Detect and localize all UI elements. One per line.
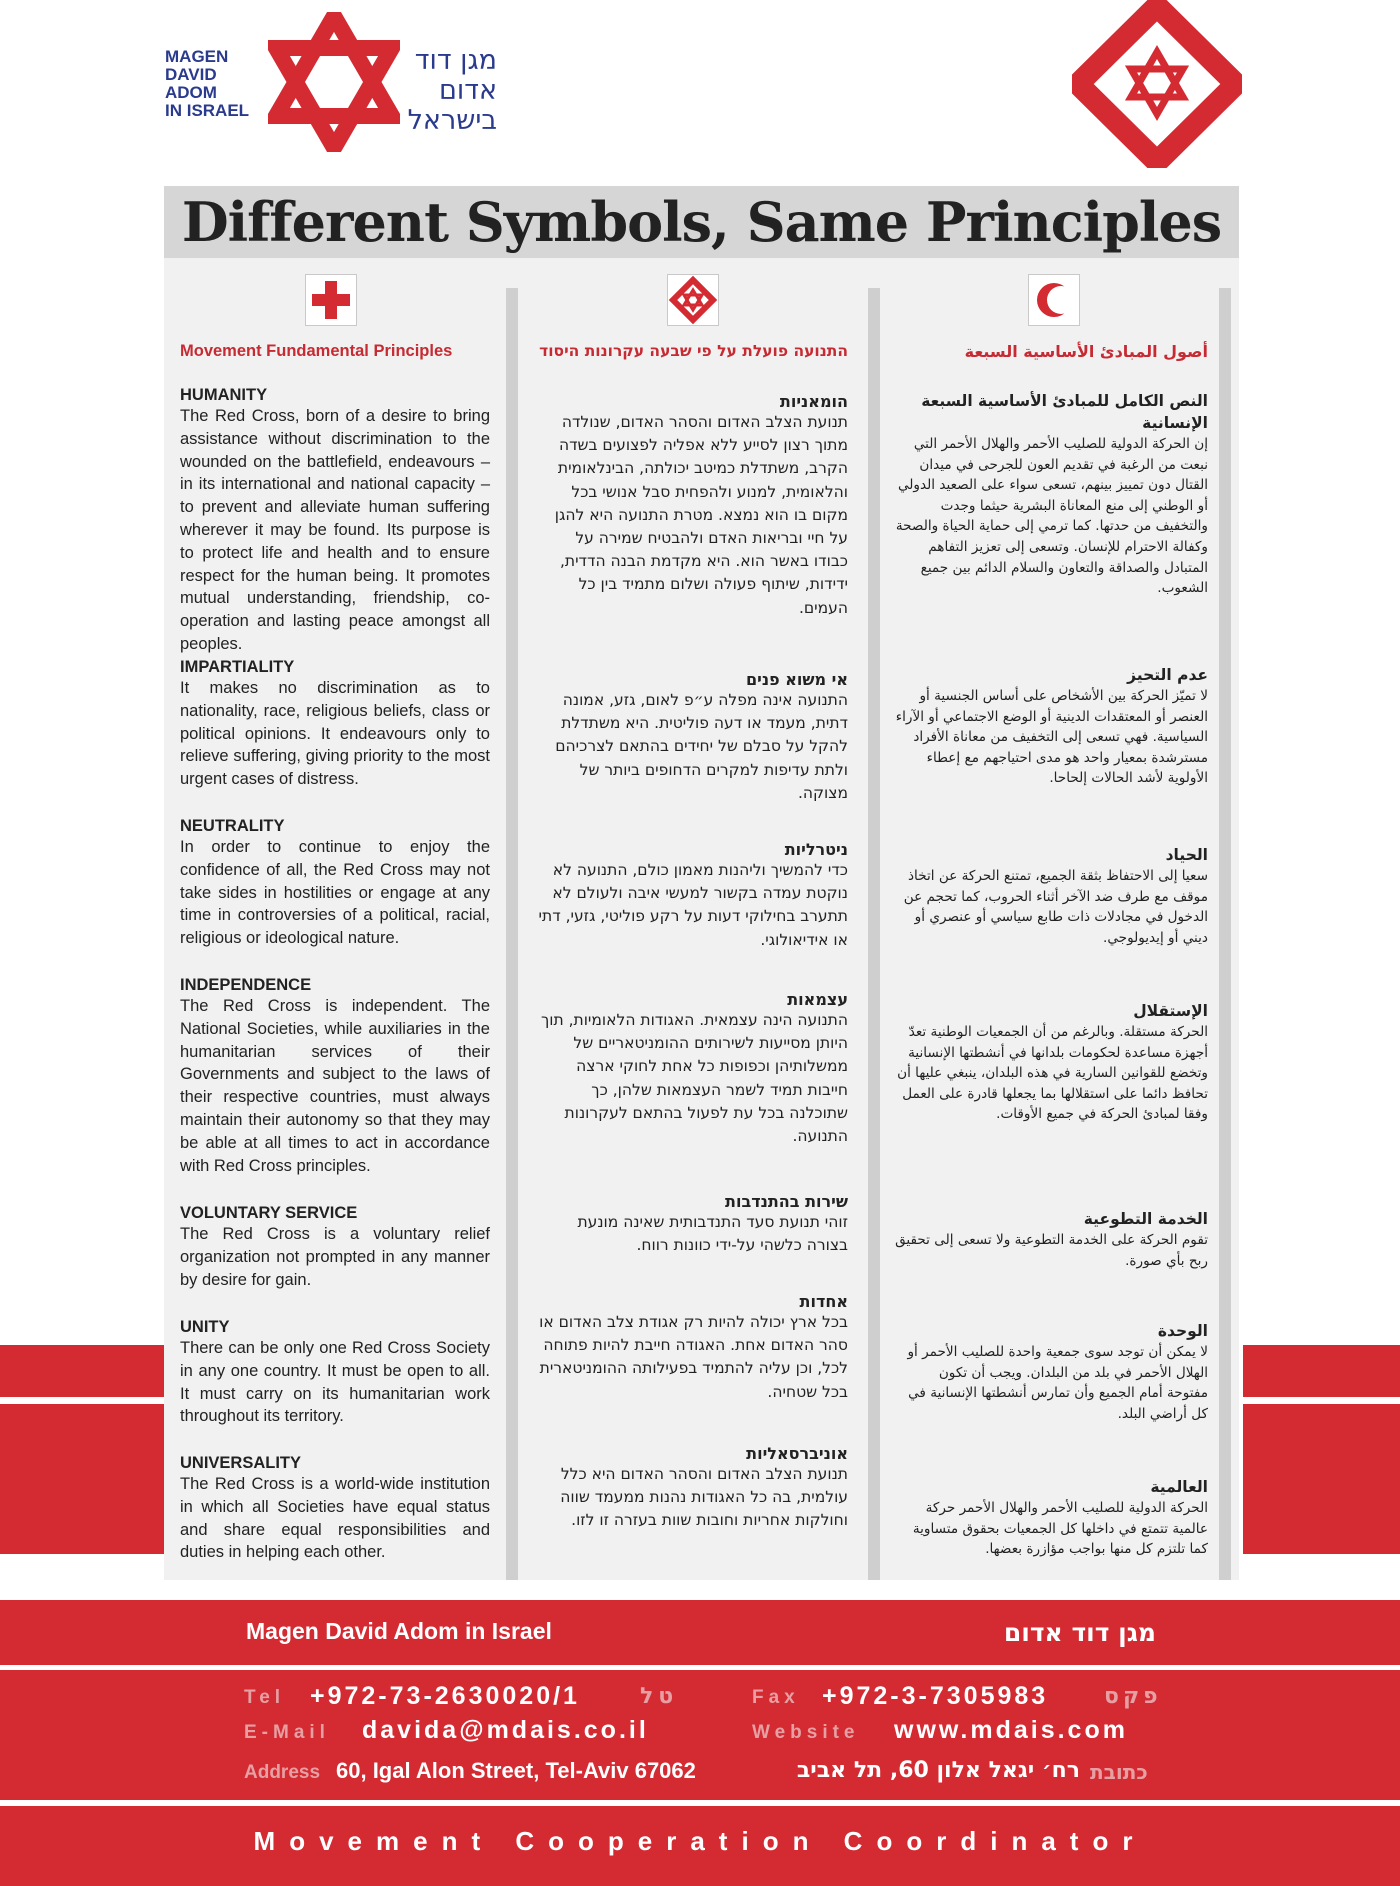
column-divider [1219,288,1231,1580]
principle-title: HUMANITY [180,386,268,404]
principle-text: لا يمكن أن توجد سوى جمعية واحدة للصليب الأحمر أو الهلال الأحمر في بلد من البلدان. ويجب أن تكون مفتوحة أمام الجميع وأن تمارس أنشطتها الإنسانية في كل أراضي البلد. [907,1344,1208,1422]
principle-text: התנועה הינה עצמאית. האגודות הלאומיות, תוך היותן מסייעות לשירותים ההומניטאריים של ממשלותיהן וכפופות כל אחת לחוקי ארצה חייבות תמיד לשמר העצמאות שלהן, כך שתוכלנה בכל עת לפעול בהתאם לעקרונות התנועה. [540,1011,848,1146]
principle-title: عدم التحيز [1127,666,1208,684]
arabic-column-heading: أصول المبادئ الأساسية السبعة [964,342,1208,361]
principle-title: UNIVERSALITY [180,1454,302,1472]
principle-text: لا تميّز الحركة بين الأشخاص على أساس الجنسية أو العنصر أو المعتقدات الدينية أو الوضع الاجتماعي أو الآراء السياسية. فهي تسعى إلى التخفيف من معاناة الأفراد مسترشدة بمعيار واحد هو مدى احتياجهم مع إعطاء الأولوية لأشد الحالات إلحاحا. [895,688,1208,787]
principle-text: The Red Cross is a world-wide institution in which all Societies have equal status and share equal responsibilities and duties in helping each other. [180,1475,490,1562]
principle-neutrality [180,817,490,950]
principle-independence [180,976,490,1177]
principle-unity-he [538,1292,848,1404]
address-label: Address [244,1762,321,1783]
principle-text: الحركة الدولية للصليب الأحمر والهلال الأحمر حركة عالمية تتمتع في داخلها كل الجمعيات بحقوق متساوية كما تلتزم كل منها بواجب مؤازرة بعضها. [912,1500,1208,1558]
fax-number: +972-3-7305983 [822,1682,1049,1710]
principle-independence-he [538,990,848,1148]
principle-neutrality-he [538,840,848,952]
principles-panel [164,258,1239,1580]
principle-title: NEUTRALITY [180,817,285,835]
principle-universality [180,1454,490,1564]
website-link[interactable]: www.mdais.com [894,1716,1128,1744]
website-label: Website [752,1722,860,1743]
principle-text: זוהי תנועת סעד התנדבותית שאינה מונעת בצורה כלשהי על-ידי כוונות רווח. [577,1213,848,1255]
principle-impartiality-he [538,670,848,805]
principle-text: It makes no discrimination as to nationality, race, religious beliefs, class or political opinions. It endeavours only to relieve suffering, giving priority to the most urgent cases of distress. [180,679,490,789]
principle-text: إن الحركة الدولية للصليب الأحمر والهلال الأحمر التي نبعت من الرغبة في تقديم العون للجرحى في ميدان القتال دون تمييز بينهم، تسعى سواء على الصعيد الدولي أو الوطني إلى منع المعاناة البشرية حيثما وجدت والتخفيف من حدتها. كما ترمي إلى حماية الحياة والصحة وكفالة الاحترام للإنسان. وتسعى إلى تعزيز التفاهم المتبادل والصداقة والتعاون والسلام الدائم بين جميع الشعوب. [895,436,1208,597]
column-divider [868,288,880,1580]
principle-text: In order to continue to enjoy the confidence of all, the Red Cross may not take sides in hostilities or engage at any time in controversies of a political, racial, religious or ideological nature. [180,838,490,948]
logo-hebrew-text: מגן דוד אדום בישראל [407,45,497,136]
principle-humanity-ar [894,390,1208,599]
principle-title: IMPARTIALITY [180,658,295,676]
principle-independence-ar [894,1000,1208,1125]
principle-voluntary-ar [894,1208,1208,1271]
principle-text: There can be only one Red Cross Society in any one country. It must be open to all. It must carry on its humanitarian work throughout its territory. [180,1339,490,1426]
principle-text: الحركة مستقلة. وبالرغم من أن الجمعيات الوطنية تعدّ أجهزة مساعدة لحكومات بلدانها في أنشطتها الإنسانية وتخضع للقوانين السارية في هذه البلدان، ينبغي عليها أن تحافظ دائما على استقلالها بما يجعلها قادرة على العمل وفقا لمبادئ الحركة في جميع الأوقات. [897,1024,1208,1123]
principle-unity [180,1318,490,1428]
principle-text: התנועה אינה מפלה ע״פ לאום, גזע, אמונה דתית, מעמד או דעה פוליטית. היא משתדלת להקל על סבלם של יחידים בהתאם לצרכיהם ולתת עדיפות למקרים הדחופים ביותר של מצוקה. [555,691,848,802]
principle-text: The Red Cross, born of a desire to bring assistance without discrimination to the wounded on the battlefield, endeavours – in its international and national capacity – to prevent and alleviate human suffering wherever it may be found. Its purpose is to protect life and health and to ensure respect for the human being. It promotes mutual understanding, friendship, co-operation and lasting peace amongst all peoples. [180,407,490,653]
principle-text: תנועת הצלב האדום והסהר האדום, שנולדה מתוך רצון לסייע ללא אפליה לפצועים בשדה הקרב, משתדלת כמיטב יכולתה, הבינלאומית והלאומית, למנוע ולהפחית סבל אנושי בכל מקום בו הוא נמצא. מטרת התנועה היא להגן על חיי ובריאות האדם ולהבטיח שמירה על כבודו באשר הוא. היא מקדמת הבנה הדדית, ידידות, שיתוף פעולה ושלום מתמיד בין כל העמים. [554,413,848,617]
page-title: Different Symbols, Same Principles [181,190,1222,254]
principle-title: עצמאות [787,990,848,1009]
title-bar [164,186,1239,258]
organization-name-he: מגן דוד אדום [1003,1618,1156,1647]
red-cross-icon [305,274,357,326]
footer-organization-bar [0,1600,1400,1665]
principle-title: الحياد [1165,846,1208,864]
tel-label: Tel [244,1687,286,1708]
mda-logo [165,12,495,152]
principle-title: אחדות [799,1292,848,1311]
tel-number-link[interactable]: +972-73-2630020/1 [310,1682,580,1710]
email-link[interactable]: davida@mdais.co.il [362,1716,649,1744]
principle-text: The Red Cross is a voluntary relief organization not prompted in any manner by desire for gain. [180,1225,490,1289]
principle-impartiality-ar [894,664,1208,789]
tel-label-he: טל [640,1684,679,1709]
principle-title: שירות בהתנדבות [725,1192,848,1211]
principle-title: אוניברסאליות [746,1444,848,1463]
star-of-david-icon [268,12,400,152]
principle-unity-ar [894,1320,1208,1424]
principle-title: INDEPENDENCE [180,976,312,994]
right-red-stripe-top [1243,1345,1400,1397]
logo-english-text: MAGEN DAVID ADOM IN ISRAEL [165,47,250,120]
english-column-heading: Movement Fundamental Principles [180,342,453,360]
column-divider [506,288,518,1580]
principle-title: الإستقلال [1133,1002,1208,1020]
red-crescent-icon [1028,274,1080,326]
principle-text: تقوم الحركة على الخدمة التطوعية ولا تسعى إلى تحقيق ربح بأي صورة. [895,1232,1208,1269]
hebrew-column-heading: התנועה פועלת על פי שבעה עקרונות היסוד [539,342,848,360]
left-red-stripe-top [0,1345,164,1397]
right-red-stripe-bottom [1243,1404,1400,1554]
principle-universality-he [538,1444,848,1533]
principle-title: ניטרליות [784,840,848,859]
left-red-stripe-bottom [0,1404,164,1554]
principle-humanity [180,386,490,656]
principle-neutrality-ar [894,844,1208,948]
principle-humanity-he [538,392,848,620]
fax-label: Fax [752,1687,800,1708]
principle-text: בכל ארץ יכולה להיות רק אגודת צלב האדום או סהר האדום אחת. האגודה חייבת להיות פתוחה לכל, וכן עליה להתמיד בפעילותה ההומניטארית בכל שטחיה. [539,1313,848,1401]
principle-text: תנועת הצלב האדום והסהר האדום היא כלל עולמית, בה כל האגודות נהנות ממעמד שווה וחולקות אחריות וחובות שוות בעזרה זו לזו. [560,1465,848,1530]
principle-universality-ar [894,1476,1208,1560]
principle-title: الخدمة التطوعية [1083,1210,1208,1228]
role-title: Movement Cooperation Coordinator [253,1826,1147,1856]
footer-contact-bar [0,1670,1400,1800]
address-value-he: רח׳ יגאל אלון 60, תל אביב [796,1758,1080,1783]
principle-title: النص الكامل للمبادئ الأساسية السبعة الإنسانية [921,392,1208,432]
principle-voluntary-he [538,1192,848,1257]
fax-label-he: פקס [1104,1684,1162,1709]
principle-text: سعيا إلى الاحتفاظ بثقة الجميع، تمتنع الحركة عن اتخاذ موقف مع طرف ضد الآخر أثناء الحروب، كما تحجم عن الدخول في مجادلات ذات طابع سياسي أو عنصري أو ديني أو إيديولوجي. [903,868,1208,946]
address-value: 60, Igal Alon Street, Tel-Aviv 67062 [336,1758,696,1783]
principle-title: العالمية [1150,1478,1208,1496]
principle-impartiality [180,658,490,791]
principle-voluntary-service [180,1204,490,1291]
footer-role-bar [0,1806,1400,1886]
principle-text: כדי להמשיך וליהנות מאמון כולם, התנועה לא נוקטת עמדה בקשור למעשי איבה ולעולם לא תתערב בחילוקי דעות על רקע פוליטי, גזעי, דתי או אידיאולוגי. [538,861,848,949]
principle-text: The Red Cross is independent. The National Societies, while auxiliaries in the humanitarian services of their Governments and subject to the laws of their respective countries, must always maintain their autonomy so that they may be able at all times to act in accordance with Red Cross principles. [180,997,490,1175]
principle-title: הומאניות [779,392,848,411]
principle-title: الوحدة [1157,1322,1208,1340]
principle-title: UNITY [180,1318,230,1336]
email-label: E-Mail [244,1722,330,1743]
principle-title: אי משוא פנים [746,670,848,689]
organization-name-en: Magen David Adom in Israel [246,1618,552,1644]
address-label-he: כתובת [1090,1760,1148,1784]
principle-title: VOLUNTARY SERVICE [180,1204,358,1222]
red-crystal-star-icon [667,274,719,326]
red-crystal-emblem-icon [1072,0,1242,168]
